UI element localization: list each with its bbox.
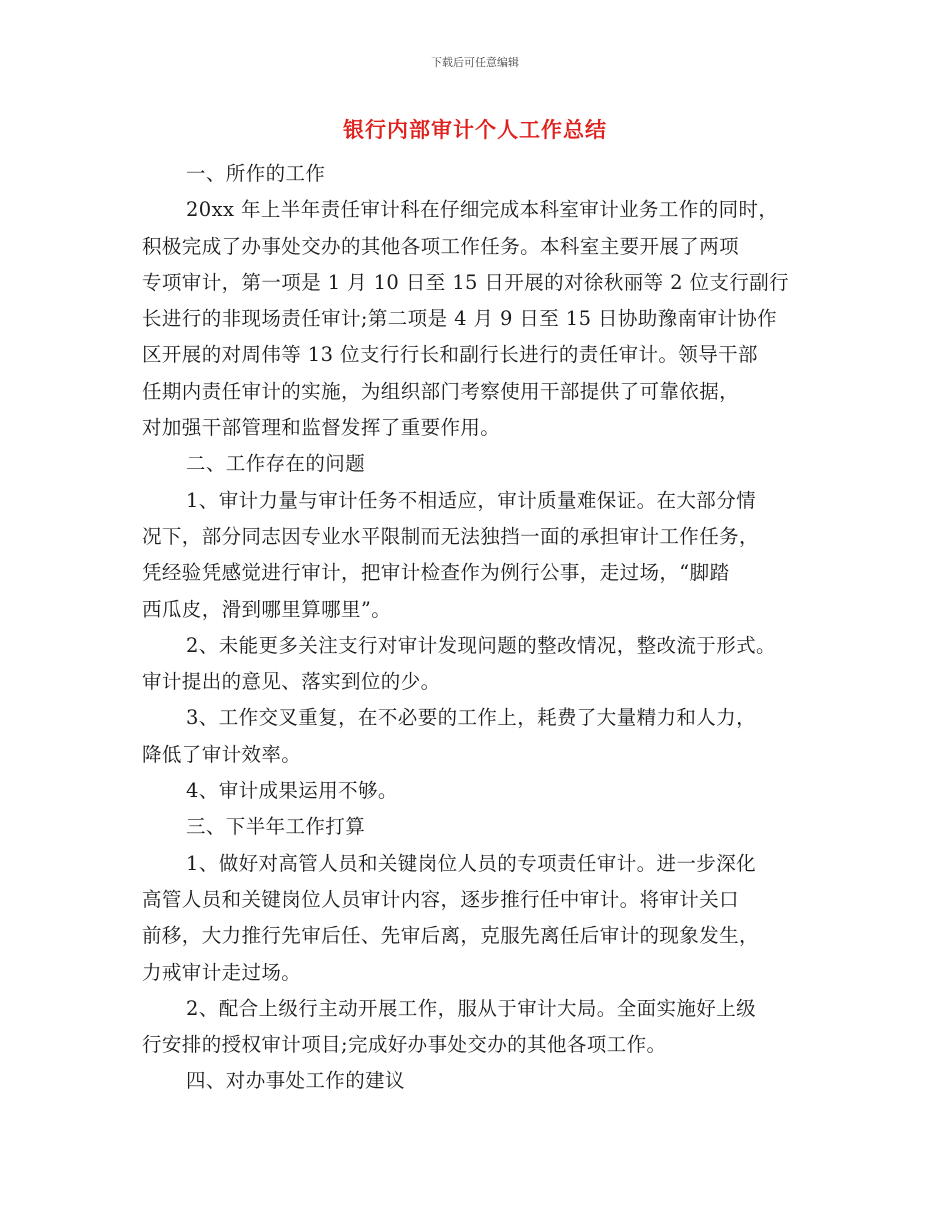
paragraph-line: 况下，部分同志因专业水平限制而无法独挡一面的承担审计工作任务， [142, 524, 759, 548]
paragraph-line: 凭经验凭感觉进行审计，把审计检查作为例行公事，走过场，“脚踏 [142, 561, 730, 585]
paragraph-line: 力戒审计走过场。 [142, 960, 302, 984]
paragraph-line: 1、做好对高管人员和关键岗位人员的专项责任审计。进一步深化 [186, 851, 757, 875]
paragraph-line: 4、审计成果运用不够。 [186, 779, 398, 803]
paragraph-line: 对加强干部管理和监督发挥了重要作用。 [142, 416, 501, 440]
paragraph-line: 专项审计，第一项是 1 月 10 日至 15 日开展的对徐秋丽等 2 位支行副行 [142, 270, 790, 294]
paragraph-line: 1、审计力量与审计任务不相适应，审计质量难保证。在大部分情 [186, 488, 757, 512]
paragraph-line: 前移，大力推行先审后任、先审后离，克服先离任后审计的现象发生， [142, 924, 759, 948]
paragraph-line: 审计提出的意见、落实到位的少。 [142, 670, 441, 694]
document-title: 银行内部审计个人工作总结 [343, 118, 607, 142]
paragraph-line: 西瓜皮，滑到哪里算哪里”。 [142, 597, 392, 621]
page-header-note: 下载后可任意编辑 [431, 56, 519, 69]
paragraph-line: 高管人员和关键岗位人员审计内容，逐步推行任中审计。将审计关口 [142, 887, 740, 911]
section-heading-2: 二、工作存在的问题 [186, 452, 366, 476]
paragraph-line: 任期内责任审计的实施，为组织部门考察使用干部提供了可靠依据， [142, 379, 740, 403]
paragraph-line: 2、未能更多关注支行对审计发现问题的整改情况，整改流于形式。 [186, 633, 776, 657]
document-body [142, 156, 822, 1100]
paragraph-line: 降低了审计效率。 [142, 742, 302, 766]
paragraph-line: 20xx 年上半年责任审计科在仔细完成本科室审计业务工作的同时， [186, 198, 779, 222]
paragraph-line: 3、工作交叉重复，在不必要的工作上，耗费了大量精力和人力， [186, 706, 757, 730]
paragraph-line: 区开展的对周伟等 13 位支行行长和副行长进行的责任审计。领导干部 [142, 343, 758, 367]
paragraph-line: 积极完成了办事处交办的其他各项工作任务。本科室主要开展了两项 [142, 234, 740, 258]
section-heading-4: 四、对办事处工作的建议 [186, 1069, 405, 1093]
paragraph-line: 长进行的非现场责任审计;第二项是 4 月 9 日至 15 日协助豫南审计协作 [142, 307, 778, 331]
section-heading-1: 一、所作的工作 [186, 162, 326, 185]
section-heading-3: 三、下半年工作打算 [186, 815, 366, 839]
paragraph-line: 行安排的授权审计项目;完成好办事处交办的其他各项工作。 [142, 1033, 667, 1057]
paragraph-line: 2、配合上级行主动开展工作，服从于审计大局。全面实施好上级 [186, 996, 757, 1020]
